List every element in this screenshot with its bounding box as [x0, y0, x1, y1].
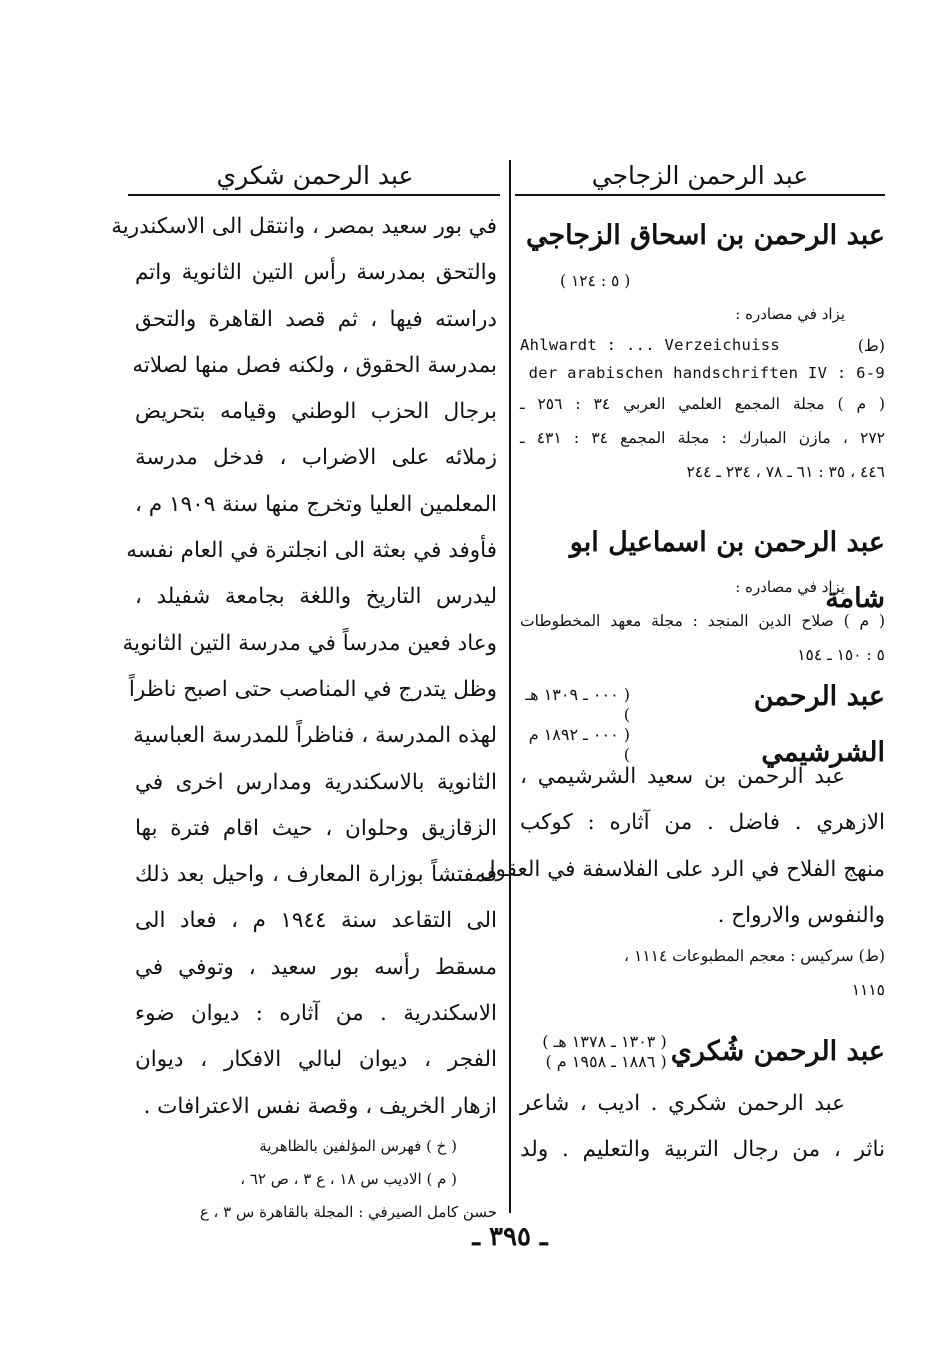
body-line: مسقط رأسه بور سعيد ، وتوفي في	[135, 954, 497, 980]
source-line: ( م ) مجلة المجمع العلمي العربي ٣٤ : ٢٥٦ ـ	[520, 395, 886, 413]
body-line: المعلمين العليا وتخرج منها سنة ١٩٠٩ م ،	[135, 491, 497, 517]
header-rule-left	[128, 194, 500, 196]
body-line: الازهري . فاضل . من آثاره : كوكب	[520, 810, 885, 836]
running-header-right: عبد الرحمن الزجاجي	[591, 161, 809, 190]
body-line: عبد الرحمن بن سعيد الشرشيمي ،	[520, 764, 845, 789]
entry-dates	[520, 685, 630, 765]
left-column	[111, 204, 498, 1229]
entry-reference: ( ٥ : ١٢٤ )	[560, 272, 631, 290]
body-line: الى التقاعد سنة ١٩٤٤ م ، فعاد الى	[135, 908, 498, 934]
body-line: فأوفد في بعثة الى انجلترة في العام نفسه	[126, 538, 497, 564]
entry-head-sharshimi	[520, 681, 885, 768]
body-line: الفجر ، ديوان لبالي الافكار ، ديوان	[135, 1047, 497, 1073]
latin-source-line-1: Ahlwardt : ... Verzeichuiss	[520, 336, 781, 354]
body-line: الزقازيق وحلوان ، حيث اقام فترة بها	[135, 815, 497, 841]
body-line: الاسكندرية . من آثاره : ديوان ضوء	[135, 1001, 497, 1027]
latin-source-line-2: der arabischen handschriften IV : 6-9	[528, 364, 885, 382]
note-line: ( خ ) فهرس المؤلفين بالظاهرية	[259, 1136, 457, 1155]
body-line: زملائه على الاضراب ، فدخل مدرسة	[135, 445, 497, 471]
note-line: ( م ) الاديب س ١٨ ، ع ٣ ، ص ٦٢ ،	[240, 1169, 457, 1188]
running-header-left: عبد الرحمن شكري	[216, 161, 414, 190]
body-line: دراسته فيها ، ثم قصد القاهرة والتحق	[135, 306, 497, 332]
body-line: عبد الرحمن شكري . اديب ، شاعر	[520, 1091, 845, 1117]
dates-gregorian: ( ١٨٨٦ ـ ١٩٥٨ م )	[545, 1052, 667, 1072]
entry-title-shukri: عبد الرحمن شُكري	[670, 1036, 885, 1068]
body-line: برجال الحزب الوطني وقيامه بتحريض	[135, 399, 497, 425]
entry-title-zajjaji: عبد الرحمن بن اسحاق الزجاجي	[525, 220, 885, 251]
dates-gregorian: ( ٠٠٠ ـ ١٨٩٢ م )	[528, 725, 631, 764]
body-line: والنفوس والارواح .	[717, 902, 885, 928]
body-line: ازهار الخريف ، وقصة نفس الاعترافات .	[143, 1093, 497, 1119]
dates-hijri: ( ٠٠٠ ـ ١٣٠٩ هـ )	[525, 685, 631, 724]
body-line: في بور سعيد بمصر ، وانتقل الى الاسكندرية	[111, 214, 497, 239]
body-line: وظل يتدرج في المناصب حتى اصبح ناظراً	[128, 676, 497, 702]
note-line: (ط) سركيس : معجم المطبوعات ١١١٤ ،	[624, 947, 885, 966]
body-line: وعاد فعين مدرساً في مدرسة التين الثانوية	[122, 630, 497, 656]
column-divider	[509, 160, 511, 1213]
entry-title-abu-shama: عبد الرحمن بن اسماعيل ابو شامة	[569, 527, 885, 614]
sources-intro: يزاد في مصادره :	[735, 578, 845, 596]
body-line: منهج الفلاح في الرد على الفلاسفة في العقول	[479, 856, 885, 882]
note-line: ١١١٥	[851, 981, 885, 1000]
source-line: ٢٧٢ ، مازن المبارك : مجلة المجمع ٣٤ : ٤٣١ ـ	[520, 429, 886, 447]
page-number: ـ ٣٩٥ ـ	[472, 1222, 548, 1252]
dates-hijri: ( ١٣٠٣ ـ ١٣٧٨ هـ )	[542, 1032, 667, 1052]
body-line: الثانوية بالاسكندرية ومدارس اخرى في	[135, 769, 497, 795]
body-line: بمدرسة الحقوق ، ولكنه فصل منها لصلاته	[132, 352, 497, 378]
entry-title-sharshimi: عبد الرحمن الشرشيمي	[753, 681, 885, 768]
entry-head-shukri	[520, 1023, 885, 1081]
body-line: والتحق بمدرسة رأس التين الثانوية واتم	[135, 260, 497, 286]
source-line: ٥ : ١٥٠ ـ ١٥٤	[797, 646, 885, 664]
body-line: فمفتشاً بوزارة المعارف ، واحيل بعد ذلك	[135, 862, 497, 888]
entry-dates	[542, 1032, 666, 1072]
header-rule-right	[515, 194, 885, 196]
sources-intro: يزاد في مصادره :	[735, 305, 845, 323]
body-line: ناثر ، من رجال التربية والتعليم . ولد	[520, 1137, 885, 1163]
note-line: حسن كامل الصيرفي : المجلة بالقاهرة س ٣ ، ع	[199, 1202, 497, 1221]
source-line: ( م ) صلاح الدين المنجد : مجلة معهد المخطوطات	[520, 612, 885, 630]
source-line: ٤٤٦ ، ٣٥ : ٦١ ـ ٧٨ ، ٢٣٤ ـ ٢٤٤	[686, 463, 885, 481]
latin-source-row-2	[520, 359, 885, 387]
latin-source-row	[520, 331, 885, 359]
body-line: لهذه المدرسة ، فناظراً للمدرسة العباسية	[133, 723, 497, 749]
source-type-marker: (ط)	[857, 335, 885, 355]
right-column	[479, 204, 886, 1174]
body-line: ليدرس التاريخ واللغة بجامعة شفيلد ،	[135, 584, 497, 610]
